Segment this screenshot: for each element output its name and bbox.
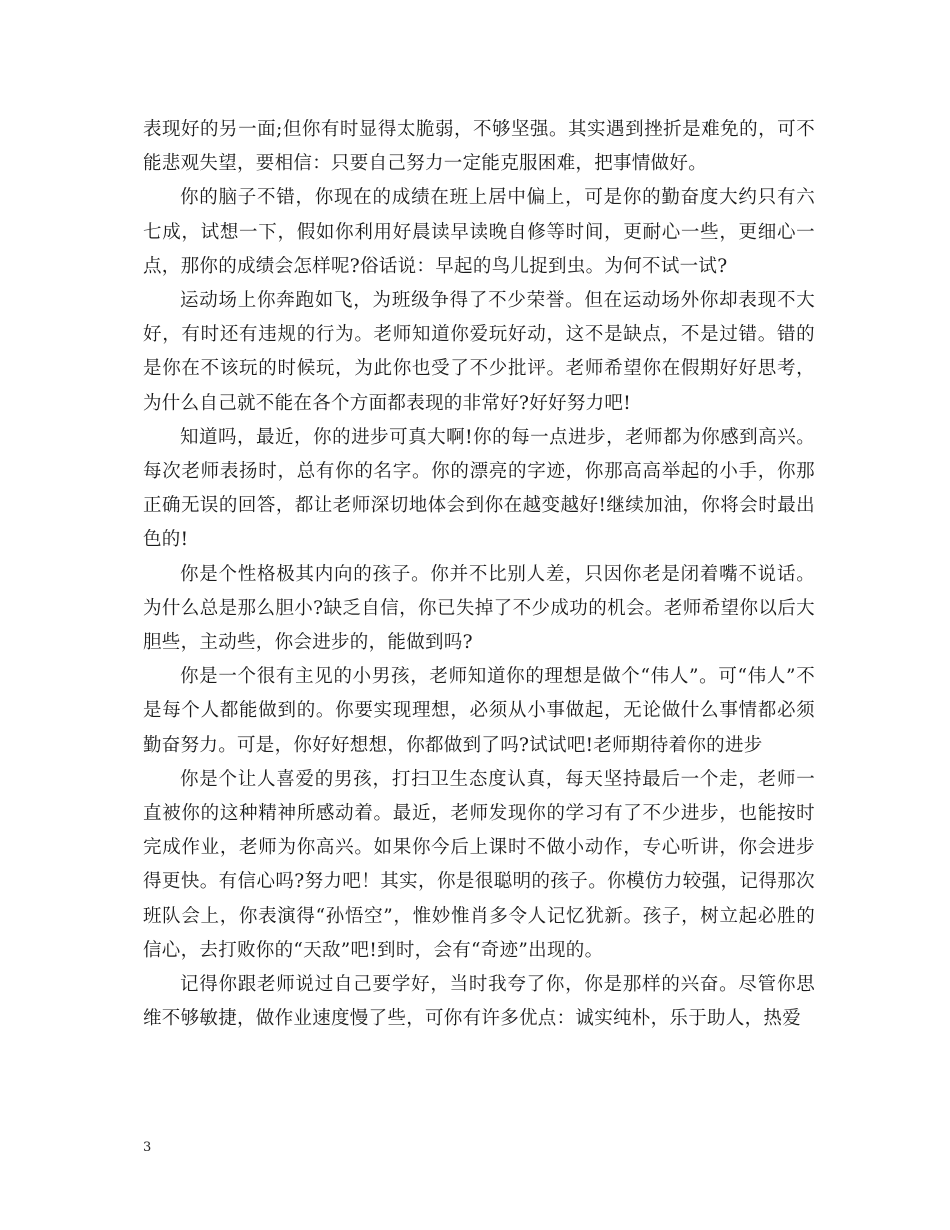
paragraph-6: 你是一个很有主见的小男孩，老师知道你的理想是做个“伟人”。可“伟人”不是每个人都能做到的。你要实现理想，必须从小事做起，无论做什么事情都必须勤奋努力。可是，你好好想想，你都做到了吗?试试吧!老师期待着你的进步 bbox=[143, 666, 815, 756]
paragraph-1: 表现好的另一面;但你有时显得太脆弱，不够坚强。其实遇到挫折是难免的，可不能悲观失望，要相信：只要自己努力一定能克服困难，把事情做好。 bbox=[143, 119, 815, 175]
document-body bbox=[143, 113, 815, 1036]
page-number: 3 bbox=[143, 1140, 152, 1155]
paragraph-7: 你是个让人喜爱的男孩，打扫卫生态度认真，每天坚持最后一个走，老师一直被你的这种精神所感动着。最近，老师发现你的学习有了不少进步，也能按时完成作业，老师为你高兴。如果你今后上课时不做小动作，专心听讲，你会进步得更快。有信心吗?努力吧！其实，你是很聪明的孩子。你模仿力较强，记得那次班队会上，你表演得“孙悟空”，惟妙惟肖多令人记忆犹新。孩子，树立起必胜的信心，去打败你的“天敌”吧!到时，会有“奇迹”出现的。 bbox=[143, 768, 815, 961]
paragraph-4: 知道吗，最近，你的进步可真大啊!你的每一点进步，老师都为你感到高兴。每次老师表扬时，总有你的名字。你的漂亮的字迹，你那高高举起的小手，你那正确无误的回答，都让老师深切地体会到你在越变越好!继续加油，你将会时最出色的! bbox=[143, 426, 815, 551]
paragraph-3: 运动场上你奔跑如飞，为班级争得了不少荣誉。但在运动场外你却表现不大好，有时还有违规的行为。老师知道你爱玩好动，这不是缺点，不是过错。错的是你在不该玩的时候玩，为此你也受了不少批评。老师希望你在假期好好思考，为什么自己就不能在各个方面都表现的非常好?好好努力吧! bbox=[143, 290, 815, 414]
paragraph-5: 你是个性格极其内向的孩子。你并不比别人差，只因你老是闭着嘴不说话。为什么总是那么胆小?缺乏自信，你已失掉了不少成功的机会。老师希望你以后大胆些，主动些，你会进步的，能做到吗? bbox=[143, 563, 815, 654]
paragraph-2: 你的脑子不错，你现在的成绩在班上居中偏上，可是你的勤奋度大约只有六七成，试想一下，假如你利用好晨读早读晚自修等时间，更耐心一些，更细心一点，那你的成绩会怎样呢?俗话说：早起的鸟儿捉到虫。为何不试一试? bbox=[143, 187, 815, 277]
paragraph-8: 记得你跟老师说过自己要学好，当时我夸了你，你是那样的兴奋。尽管你思维不够敏捷，做作业速度慢了些，可你有许多优点：诚实纯朴，乐于助人，热爱 bbox=[143, 974, 815, 1030]
